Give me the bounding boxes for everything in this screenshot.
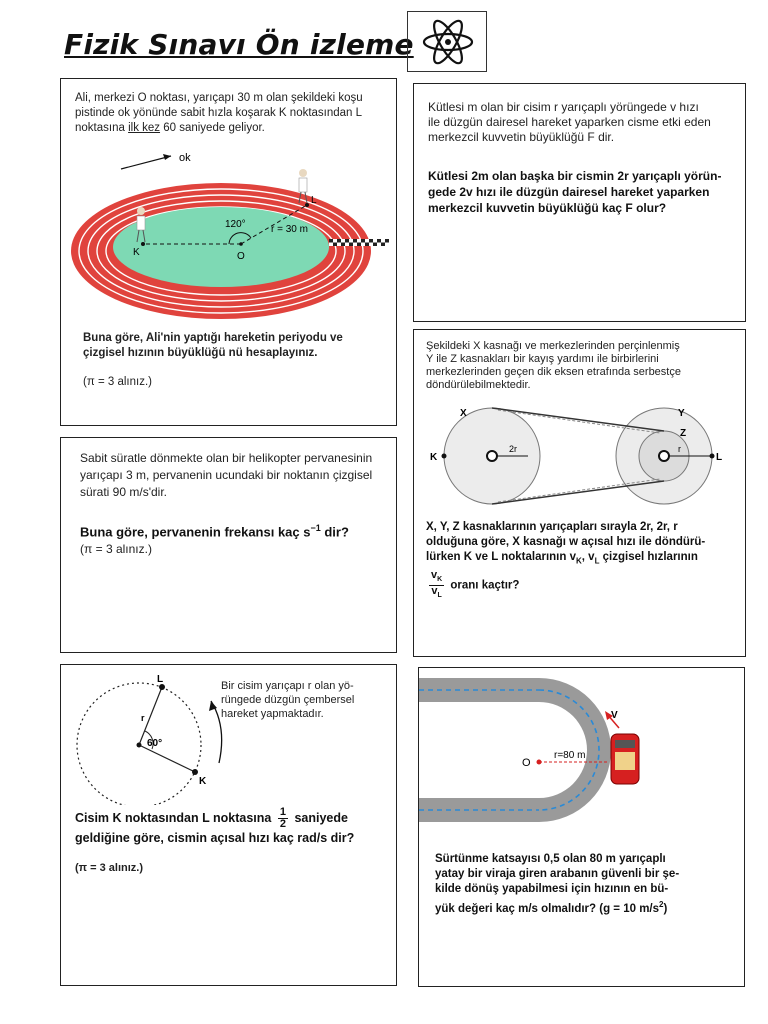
question-6-box [418, 667, 745, 987]
velocity-ratio-fraction: $\frac{v_K}{v_L}$ [431, 569, 443, 600]
q1-text-line: pistinde ok yönünde sabit hızla koşarak K noktasından L [75, 107, 363, 119]
q1-text [75, 91, 390, 136]
car-icon [611, 734, 639, 784]
q3-text-line: Sabit süratle dönmekte olan bir helikopter pervanesinin [80, 451, 373, 465]
q3-text [80, 450, 392, 501]
q6-question-line: Sürtünme katsayısı 0,5 olan 80 m yarıçaplı [435, 853, 666, 865]
q4-text-line: merkezlerinden geçen dik eksen etrafında serbestçe [426, 366, 681, 378]
q6-question-line: kilde dönüş yapabilmesi için hızının en bü- [435, 883, 669, 895]
field [113, 207, 329, 287]
label-y: Y [678, 408, 685, 419]
q2-question-line: merkezcil kuvvetin büyüklüğü kaç F olur? [428, 201, 667, 215]
q2-question [428, 168, 743, 216]
q5-note: (π = 3 alınız.) [75, 862, 144, 874]
q5-desc-line: rüngede düzgün çembersel [221, 694, 355, 706]
question-1-box [60, 78, 397, 426]
label-l: L [157, 674, 164, 685]
question-4-box [413, 329, 746, 657]
q5-desc-line: hareket yapmaktadır. [221, 708, 324, 720]
atom-icon [408, 12, 488, 73]
half-fraction: $\frac{1}{2}$ [279, 806, 286, 830]
q2-text [428, 100, 743, 145]
q4-text-line: döndürülebilmektedir. [426, 379, 531, 391]
angle-label: 120° [225, 219, 246, 230]
label-k: K [199, 776, 207, 787]
q4-text [426, 340, 744, 392]
q4-question [426, 520, 744, 602]
label-r: r [678, 444, 681, 454]
page-title: Fizik Sınavı Ön izleme [64, 28, 414, 61]
label-z: Z [680, 428, 687, 439]
label-radius: r=80 m [554, 750, 586, 761]
point-o-label: O [237, 251, 245, 262]
q2-text-line: ile düzgün dairesel hareket yaparken cisme etki eden [428, 115, 711, 129]
q4-question-line: lürken K ve L noktalarının $v_K$, $v_L$ çizgisel hızlarının [426, 551, 698, 566]
angle-label: 60° [147, 738, 163, 749]
q5-question [75, 807, 397, 847]
q6-question [435, 852, 740, 917]
q1-text-line: noktasına ilk kez 60 saniyede geliyor. [75, 122, 265, 134]
q3-question: Buna göre, pervanenin frekansı kaç $s^{-1}$ dir? [80, 523, 349, 540]
question-2-box [413, 83, 746, 322]
point-k-label: K [133, 247, 140, 258]
q5-description [221, 679, 391, 721]
label-r: r [141, 713, 145, 723]
q1-text-line: Ali, merkezi O noktası, yarıçapı 30 m olan şekildeki koşu [75, 92, 363, 104]
running-track-figure [61, 139, 397, 319]
label-l: L [716, 452, 723, 463]
radius-label: r = 30 m [271, 224, 308, 235]
pulley-figure [414, 400, 746, 510]
q1-note: (π = 3 alınız.) [83, 376, 152, 388]
finish-line [329, 239, 389, 246]
question-3-box [60, 437, 397, 653]
label-x: X [460, 408, 467, 419]
q4-text-line: Şekildeki X kasnağı ve merkezlerinden perçinlenmiş [426, 340, 680, 352]
q3-note: (π = 3 alınız.) [80, 542, 152, 556]
label-2r: 2r [509, 444, 518, 454]
q5-question-line: Cisim K noktasından L noktasına $\frac{1}{2}$ saniyede [75, 806, 348, 830]
q3-text-line: sürati 90 m/s'dir. [80, 485, 167, 499]
q4-question-line: olduğuna göre, X kasnağı w açısal hızı ile döndürü- [426, 536, 706, 548]
q1-question [83, 331, 388, 361]
q4-text-line: Y ile Z kasnakları bir kayış yardımı ile birbirlerini [426, 353, 659, 365]
atom-logo [407, 11, 487, 72]
ok-label: ok [179, 152, 191, 164]
q6-question-line: yatay bir viraja giren arabanın güvenli bir şe- [435, 868, 680, 880]
q4-question-line: $\frac{v_K}{v_L}$ oranı kaçtır? [431, 569, 520, 600]
q1-question-line: Buna göre, Ali'nin yaptığı hareketin periyodu ve [83, 332, 343, 344]
q3-text-line: yarıçapı 3 m, pervanenin ucundaki bir noktanın çizgisel [80, 468, 373, 482]
q2-text-line: Kütlesi m olan bir cisim r yarıçaplı yörüngede v hızı [428, 100, 699, 114]
q2-question-line: Kütlesi 2m olan başka bir cismin 2r yarıçaplı yörün- [428, 169, 722, 183]
q1-question-line: çizgisel hızının büyüklüğü nü hesaplayınız. [83, 347, 318, 359]
q6-question-line: yük değeri kaç m/s olmalıdır? (g = 10 $m/s^2$) [435, 900, 668, 915]
q2-text-line: merkezcil kuvvetin büyüklüğü F dir. [428, 130, 615, 144]
label-o: O [522, 757, 531, 769]
point-l-label: L [311, 195, 317, 206]
label-k: K [430, 452, 438, 463]
curve-road-figure [419, 668, 745, 838]
q2-question-line: gede 2v hızı ile düzgün dairesel hareket yaparken [428, 185, 710, 199]
question-5-box [60, 664, 397, 986]
q5-question-line: geldiğine göre, cismin açısal hızı kaç rad/s dir? [75, 831, 355, 845]
label-v: V [611, 710, 618, 721]
q4-question-line: X, Y, Z kasnaklarının yarıçapları sırayla 2r, 2r, r [426, 521, 678, 533]
q5-desc-line: Bir cisim yarıçapı r olan yö- [221, 680, 354, 692]
